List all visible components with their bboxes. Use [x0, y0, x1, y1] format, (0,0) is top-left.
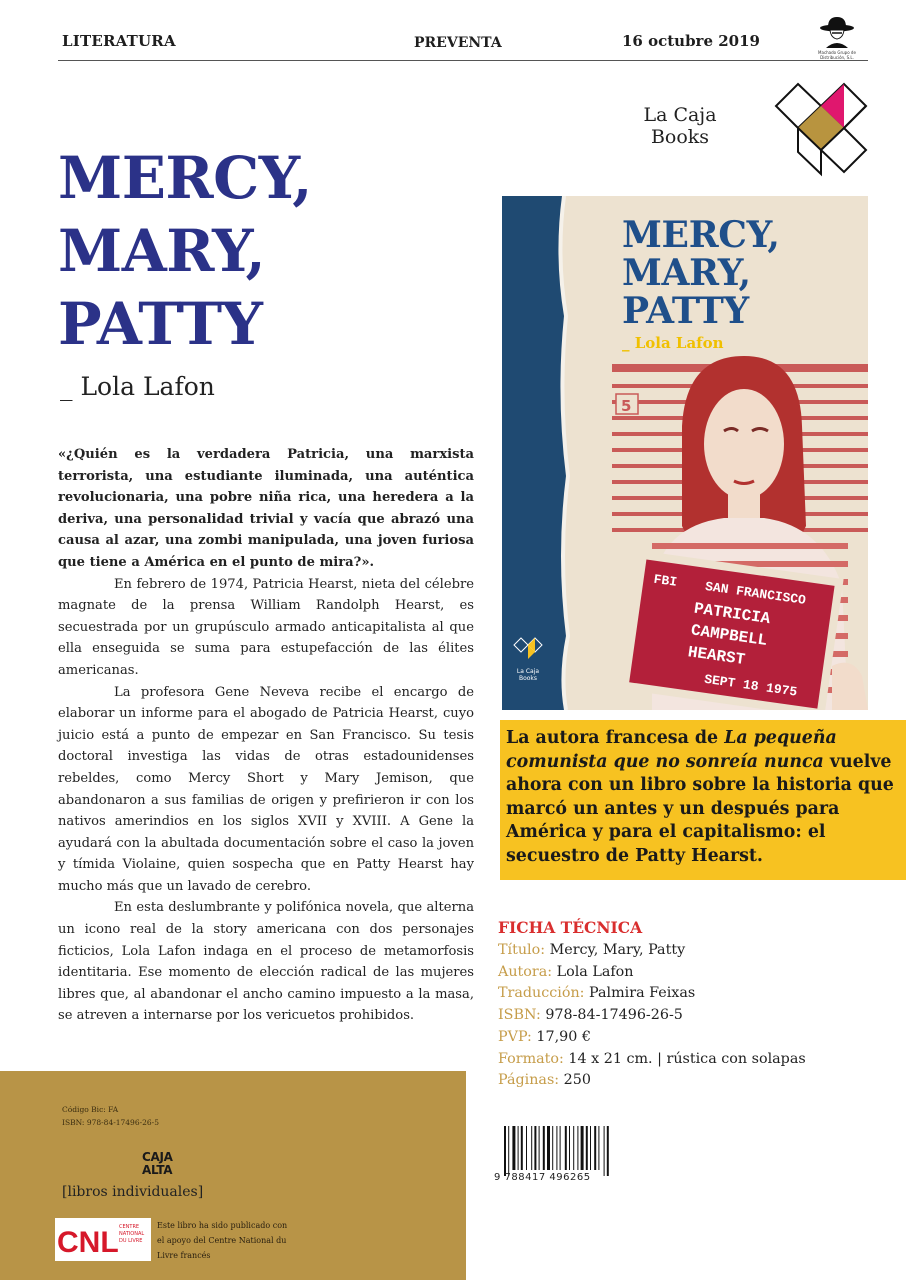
ficha-label: Páginas:: [498, 1072, 560, 1089]
cover-title: [622, 216, 780, 330]
barcode-bar: [569, 1126, 570, 1170]
barcode-bar: [573, 1126, 574, 1170]
synopsis-paragraph-2: La profesora Gene Neveva recibe el encargo de elaborar un informe para el abogado de Patricia Hearst, cuyo juicio está a punto de empezar en San Francisco. Su tesis doctoral investiga las vidas de otras estadounidenses rebeldes, como Mercy Short y Mary Jemison, que abandonaron a sus familias de origen y prefirieron ir con los nativos amerindios en los siglos XVII y XVIII. A Gene la ayudará con la abultada documentación sobre el caso la joven y tímida Violaine, quien sospecha que en Patty Hearst hay mucho más que un lavado de cerebro.: [58, 684, 474, 894]
la-caja-books-logo-icon: [768, 74, 874, 180]
barcode-bar: [531, 1126, 532, 1170]
collection-label: [libros individuales]: [62, 1184, 204, 1200]
barcode-bar: [604, 1126, 605, 1176]
ficha-label: Autora:: [498, 963, 553, 980]
barcode-bar: [590, 1126, 591, 1170]
barcode-bar: [594, 1126, 596, 1170]
ficha-label: Formato:: [498, 1050, 564, 1067]
caja-alta-line-1: CAJA: [142, 1150, 173, 1164]
barcode-bar: [598, 1126, 599, 1170]
barcode-bar: [560, 1126, 561, 1170]
cover-title-line-3: PATTY: [622, 290, 749, 332]
ficha-label: Traducción:: [498, 985, 585, 1002]
footer-isbn: ISBN: 978-84-17496-26-5: [62, 1118, 159, 1127]
cnl-logo: [55, 1218, 151, 1261]
cover-author: _ Lola Lafon: [622, 334, 724, 352]
publisher-name: [632, 104, 728, 148]
distributor-logo: [806, 14, 868, 60]
barcode-bar: [534, 1126, 536, 1170]
barcode-bar: [586, 1126, 588, 1170]
synopsis: [58, 444, 474, 1027]
book-cover: [502, 196, 868, 710]
ficha-value: Lola Lafon: [556, 963, 634, 980]
synopsis-quote: «¿Quién es la verdadera Patricia, una marxista terrorista, una estudiante iluminada, una auténtica revolucionaria, una pobre niña rica, una heredera a la deriva, una personalidad trivial y vacía que abrazó una causa al azar, una zombi manipulada, una joven furiosa que tiene a América en el punto de mira?».: [58, 447, 474, 570]
barcode-bar: [543, 1126, 545, 1170]
distributor-name: Machado Grupo de Distribución, S.L.: [818, 50, 856, 60]
placard-line-2: SAN FRANCISCO: [704, 578, 807, 608]
cnl-credit: Este libro ha sido publicado con el apoyo del Centre National du Livre francés: [157, 1221, 288, 1260]
title-line-3: PATTY: [58, 290, 263, 358]
cnl-sub-1: CENTRE: [119, 1224, 140, 1230]
caja-alta-line-2: ALTA: [142, 1163, 173, 1177]
cover-title-line-2: MARY,: [622, 252, 751, 294]
ficha-row: [498, 1027, 806, 1049]
barcode-bar: [565, 1126, 567, 1170]
highlight-italic: La pequeña comunista que no sonreía nunca: [506, 728, 837, 772]
barcode-bar: [547, 1126, 550, 1170]
ficha-row: [498, 962, 806, 984]
barcode-bar: [518, 1126, 519, 1170]
release-date: 16 octubre 2019: [622, 32, 760, 50]
barcode-bar: [539, 1126, 540, 1170]
category-label: LITERATURA: [62, 32, 176, 50]
ficha-row: [498, 983, 806, 1005]
cnl-sub-2: NATIONAL: [119, 1231, 145, 1237]
cover-publisher: La Caja Books: [516, 668, 540, 682]
header-divider: [58, 60, 868, 61]
caja-alta-logo: [142, 1151, 173, 1177]
publisher-line-1: La Caja: [643, 104, 717, 126]
ficha-heading: FICHA TÉCNICA: [498, 918, 643, 937]
cnl-sub-3: DU LIVRE: [119, 1238, 143, 1244]
cover-title-line-1: MERCY,: [622, 214, 780, 256]
barcode-bar: [512, 1126, 515, 1170]
ficha-label: PVP:: [498, 1028, 532, 1045]
barcode-digits: 9 788417 496265: [494, 1172, 591, 1183]
ficha-value: 17,90 €: [536, 1028, 591, 1045]
ficha-value: Palmira Feixas: [589, 985, 696, 1002]
footer-codes: [62, 1103, 159, 1129]
book-title: [58, 142, 312, 361]
title-line-1: MERCY,: [58, 144, 312, 212]
book-author: _ Lola Lafon: [60, 372, 215, 401]
barcode-bar: [521, 1126, 523, 1170]
synopsis-paragraph-3: En esta deslumbrante y polifónica novela, que alterna un icono real de la story americana con dos personajes ficticios, Lola Lafon indaga en el proceso de metamorfosis identitaria. Ese momento de elección radical de las mujeres libres que, al abandonar el ancho camino impuesto a la masa, se atreven a internarse por los vericuetos prohibidos.: [58, 900, 474, 1024]
status-label: PREVENTA: [414, 35, 502, 51]
ficha-value: 250: [563, 1072, 591, 1089]
ficha-value: 978-84-17496-26-5: [545, 1007, 683, 1024]
ficha-value: Mercy, Mary, Patty: [549, 942, 686, 958]
cover-number: 5: [621, 397, 632, 415]
bic-code: Código Bic: FA: [62, 1105, 119, 1114]
ficha-row: [498, 940, 806, 962]
highlight-pre: La autora francesa de: [506, 728, 725, 748]
highlight-box: [500, 720, 906, 880]
ficha-label: Título:: [498, 942, 546, 958]
publisher-line-2: Books: [650, 126, 710, 148]
title-line-2: MARY,: [58, 217, 266, 285]
ficha-row: [498, 1049, 806, 1071]
barcode-bar: [607, 1126, 609, 1176]
highlight-text: [506, 727, 902, 868]
placard-line-5: HEARST: [686, 643, 747, 670]
barcode-bar: [556, 1126, 557, 1170]
placard-line-1: FBI: [652, 571, 678, 590]
fedora-man-icon: [806, 14, 868, 50]
barcode-bar: [526, 1126, 527, 1170]
ficha-row: [498, 1070, 806, 1092]
placard-line-4: CAMPBELL: [689, 621, 769, 650]
placard-line-3: PATRICIA: [692, 599, 772, 629]
ficha-row: [498, 1005, 806, 1027]
ficha-label: ISBN:: [498, 1007, 541, 1024]
ficha-list: [498, 940, 806, 1092]
cnl-logo-text: CNL: [57, 1226, 119, 1259]
synopsis-paragraph-1: En febrero de 1974, Patricia Hearst, nieta del célebre magnate de la prensa William Randolph Hearst, es secuestrada por un grupúsculo armado anticapitalista al que ella enseguida se suma para estupefacción de las élites americanas.: [58, 576, 474, 678]
ficha-value: 14 x 21 cm. | rústica con solapas: [568, 1050, 806, 1067]
barcode-bar: [508, 1126, 509, 1176]
highlight-post: vuelve ahora con un libro sobre la historia que marcó un antes y un después para América y para el capitalismo: el secuestro de Patty Hearst.: [506, 751, 894, 866]
barcode-bar: [577, 1126, 578, 1170]
barcode-bar: [552, 1126, 553, 1170]
barcode-bar: [581, 1126, 584, 1170]
barcode-bar: [504, 1126, 506, 1176]
placard-line-6: SEPT 18 1975: [703, 671, 799, 700]
